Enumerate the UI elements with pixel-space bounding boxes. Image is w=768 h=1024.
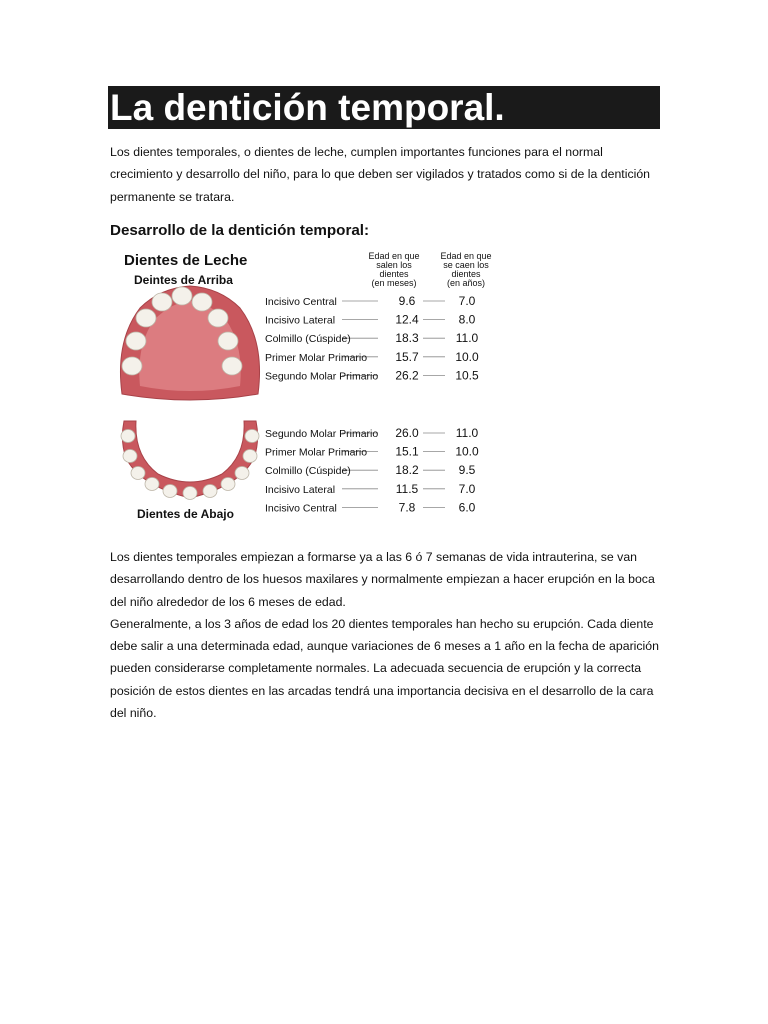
- shed-value: 11.0: [455, 426, 479, 440]
- upper-table: [265, 294, 479, 382]
- erupt-header-line: dientes: [379, 269, 409, 279]
- erupt-value: 26.0: [395, 426, 419, 440]
- section-heading: Desarrollo de la dentición temporal:: [110, 222, 370, 239]
- shed-value: 10.5: [455, 368, 479, 383]
- page-title: La dentición temporal.: [108, 86, 660, 129]
- upper-tooth: [136, 309, 156, 327]
- teeth-chart-figure: [110, 246, 510, 536]
- shed-header-line: se caen los: [443, 260, 489, 270]
- shed-value: 7.0: [458, 294, 476, 308]
- lower-tooth: [131, 467, 145, 480]
- upper-row: [265, 313, 476, 327]
- shed-value: 9.5: [458, 463, 476, 478]
- erupt-value: 26.2: [395, 368, 419, 383]
- upper-row: [265, 331, 479, 345]
- shed-value: 11.0: [455, 331, 479, 346]
- lower-row: [265, 463, 476, 477]
- upper-teeth-illustration: [120, 286, 259, 400]
- shed-header-line: Edad en que: [440, 251, 492, 261]
- tooth-name: Primer Molar Primario: [265, 351, 368, 364]
- lower-table: [265, 426, 479, 514]
- shed-value: 10.0: [455, 349, 479, 364]
- tooth-name: Segundo Molar Primario: [265, 370, 379, 383]
- tooth-name: Incisivo Central: [265, 502, 337, 515]
- paragraph: Los dientes temporales empiezan a formarse ya a las 6 ó 7 semanas de vida intrauterina, se van desarrollando dentro de los huesos maxilares y normalmente empiezan a hacer erupción en la boca del niño alrededor de los 6 meses de edad.: [110, 550, 655, 609]
- erupt-header-line: Edad en que: [368, 251, 420, 261]
- figure-title: Dientes de Leche: [124, 252, 248, 269]
- lower-tooth: [235, 467, 249, 480]
- lower-teeth-illustration: [121, 421, 259, 500]
- upper-row: [265, 350, 479, 364]
- erupt-value: 11.5: [395, 481, 419, 496]
- lower-row: [265, 482, 476, 496]
- erupt-value: 12.4: [395, 312, 419, 327]
- erupt-value: 15.1: [395, 444, 419, 459]
- paragraph: Generalmente, a los 3 años de edad los 20 dientes temporales han hecho su erupción. Cada diente debe salir a una determinada edad, aunque variaciones de 6 meses a 1 año en la fecha de aparición pueden considerarse completamente normales. La adecuada secuencia de erupción y la correcta posición de estos dientes en las arcadas tendrá una importancia decisiva en el desarrollo de la cara del niño.: [110, 616, 659, 721]
- lower-tooth: [121, 430, 135, 443]
- lower-tooth: [203, 485, 217, 498]
- upper-tooth: [172, 287, 192, 305]
- lower-tooth: [163, 485, 177, 498]
- upper-tooth: [218, 332, 238, 350]
- upper-tooth: [122, 357, 142, 375]
- upper-tooth: [152, 293, 172, 311]
- lower-tooth: [243, 450, 257, 463]
- tooth-name: Incisivo Central: [265, 296, 337, 308]
- lower-tooth: [245, 430, 259, 443]
- upper-row: [265, 294, 476, 308]
- tooth-name: Primer Molar Primario: [265, 446, 368, 459]
- shed-value: 10.0: [455, 444, 479, 459]
- upper-row: [265, 368, 479, 382]
- erupt-value: 18.2: [395, 463, 419, 478]
- upper-label: Deintes de Arriba: [134, 273, 233, 287]
- erupt-value: 18.3: [395, 331, 419, 346]
- lower-tooth: [123, 450, 137, 463]
- upper-tooth: [126, 332, 146, 350]
- upper-tooth: [222, 357, 242, 375]
- intro-paragraph: Los dientes temporales, o dientes de leche, cumplen importantes funciones para el normal crecimiento y desarrollo del niño, para lo que deben ser vigilados y tratados como si de la dentición permanente se tratara.: [110, 145, 651, 204]
- shed-header-line: (en años): [446, 278, 486, 288]
- lower-tooth: [183, 487, 197, 500]
- tooth-name: Segundo Molar Primario: [265, 428, 379, 440]
- erupt-header-line: (en meses): [371, 278, 417, 288]
- erupt-value: 9.6: [398, 294, 416, 308]
- erupt-header-line: salen los: [376, 260, 412, 270]
- tooth-name: Colmillo (Cúspide): [265, 333, 351, 346]
- tooth-name: Incisivo Lateral: [265, 314, 336, 327]
- erupt-value: 15.7: [395, 349, 419, 364]
- shed-column-header: [440, 251, 491, 288]
- body-paragraphs: [110, 546, 666, 724]
- erupt-column-header: [368, 251, 419, 288]
- shed-value: 7.0: [458, 481, 476, 496]
- erupt-value: 7.8: [398, 500, 416, 515]
- lower-tooth: [145, 478, 159, 491]
- lower-tooth: [221, 478, 235, 491]
- teeth-chart: [110, 246, 510, 536]
- tooth-name: Colmillo (Cúspide): [265, 465, 351, 478]
- shed-value: 8.0: [458, 312, 476, 327]
- lower-label: Dientes de Abajo: [137, 507, 234, 521]
- shed-value: 6.0: [458, 500, 476, 515]
- upper-tooth: [208, 309, 228, 327]
- lower-row: [265, 445, 479, 459]
- upper-tooth: [192, 293, 212, 311]
- lower-row: [265, 426, 479, 440]
- tooth-name: Incisivo Lateral: [265, 483, 336, 496]
- shed-header-line: dientes: [451, 269, 481, 279]
- lower-row: [265, 500, 476, 514]
